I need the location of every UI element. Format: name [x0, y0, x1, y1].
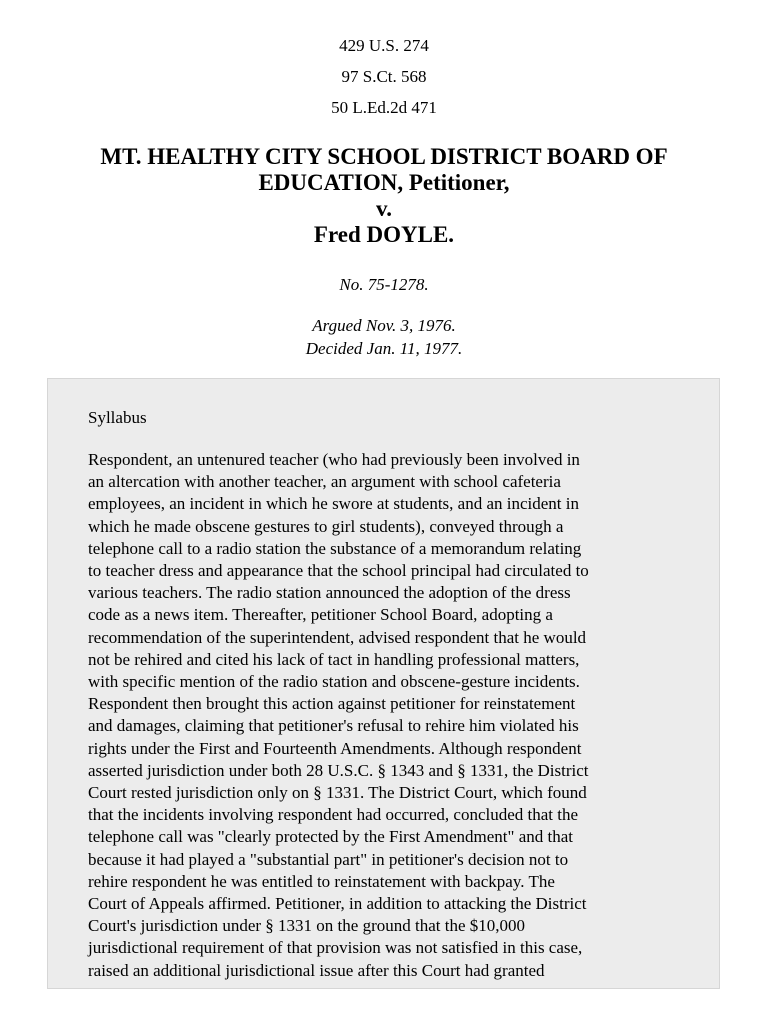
citations [0, 33, 768, 126]
case-title-line-4: Fred DOYLE. [313, 222, 455, 247]
syllabus-line: because it had played a "substantial part" in petitioner's decision not to [88, 849, 569, 869]
syllabus-line: telephone call to a radio station the substance of a memorandum relating [88, 538, 582, 558]
syllabus-line: raised an additional jurisdictional issue after this Court had granted [88, 960, 545, 980]
syllabus-line: jurisdictional requirement of that provision was not satisfied in this case, [88, 938, 583, 958]
argued-date: Argued Nov. 3, 1976. [312, 316, 456, 335]
decided-date: Decided Jan. 11, 1977. [305, 339, 463, 358]
syllabus-line: not be rehired and cited his lack of tact in handling professional matters, [88, 649, 580, 669]
case-title-line-1: MT. HEALTHY CITY SCHOOL DISTRICT BOARD OF [100, 144, 668, 169]
syllabus-line: telephone call was "clearly protected by the First Amendment" and that [88, 827, 574, 847]
syllabus-line: Court's jurisdiction under § 1331 on the ground that the $10,000 [88, 916, 525, 936]
syllabus-line: Respondent, an untenured teacher (who had previously been involved in [88, 450, 580, 469]
citation-supreme-court-reporter: 97 S.Ct. 568 [341, 67, 427, 86]
case-title-line-2: EDUCATION, Petitioner, [258, 170, 510, 195]
docket-number: No. 75-1278. [339, 275, 429, 294]
syllabus-line: code as a news item. Thereafter, petitioner School Board, adopting a [88, 605, 553, 625]
case-dates [0, 314, 768, 360]
syllabus-line: to teacher dress and appearance that the school principal had circulated to [88, 561, 589, 581]
syllabus-line: Respondent then brought this action against petitioner for reinstatement [88, 694, 576, 714]
syllabus-line: various teachers. The radio station announced the adoption of the dress [88, 583, 571, 603]
citation-lawyers-edition: 50 L.Ed.2d 471 [331, 98, 437, 117]
syllabus-text [88, 449, 688, 982]
case-title [40, 144, 728, 248]
syllabus-line: which he made obscene gestures to girl students), conveyed through a [88, 516, 564, 536]
syllabus-line: asserted jurisdiction under both 28 U.S.C. § 1343 and § 1331, the District [88, 760, 589, 780]
syllabus-line: and damages, claiming that petitioner's refusal to rehire him violated his [88, 716, 579, 736]
syllabus-panel [47, 378, 720, 989]
syllabus-line: with specific mention of the radio station and obscene-gesture incidents. [88, 672, 580, 692]
syllabus-line: Court of Appeals affirmed. Petitioner, in addition to attacking the District [88, 894, 587, 914]
syllabus-line: employees, an incident in which he swore at students, and an incident in [88, 494, 579, 514]
syllabus-line: that the incidents involving respondent had occurred, concluded that the [88, 805, 579, 825]
syllabus-line: an altercation with another teacher, an argument with school cafeteria [88, 472, 561, 492]
citation-us-reports: 429 U.S. 274 [339, 36, 429, 55]
syllabus-line: recommendation of the superintendent, advised respondent that he would [88, 627, 587, 647]
syllabus-heading: Syllabus [88, 408, 147, 427]
syllabus-line: rights under the First and Fourteenth Amendments. Although respondent [88, 738, 582, 758]
syllabus-line: rehire respondent he was entitled to reinstatement with backpay. The [88, 871, 555, 891]
case-title-versus: v. [376, 196, 392, 221]
syllabus-line: Court rested jurisdiction only on § 1331. The District Court, which found [88, 783, 587, 803]
